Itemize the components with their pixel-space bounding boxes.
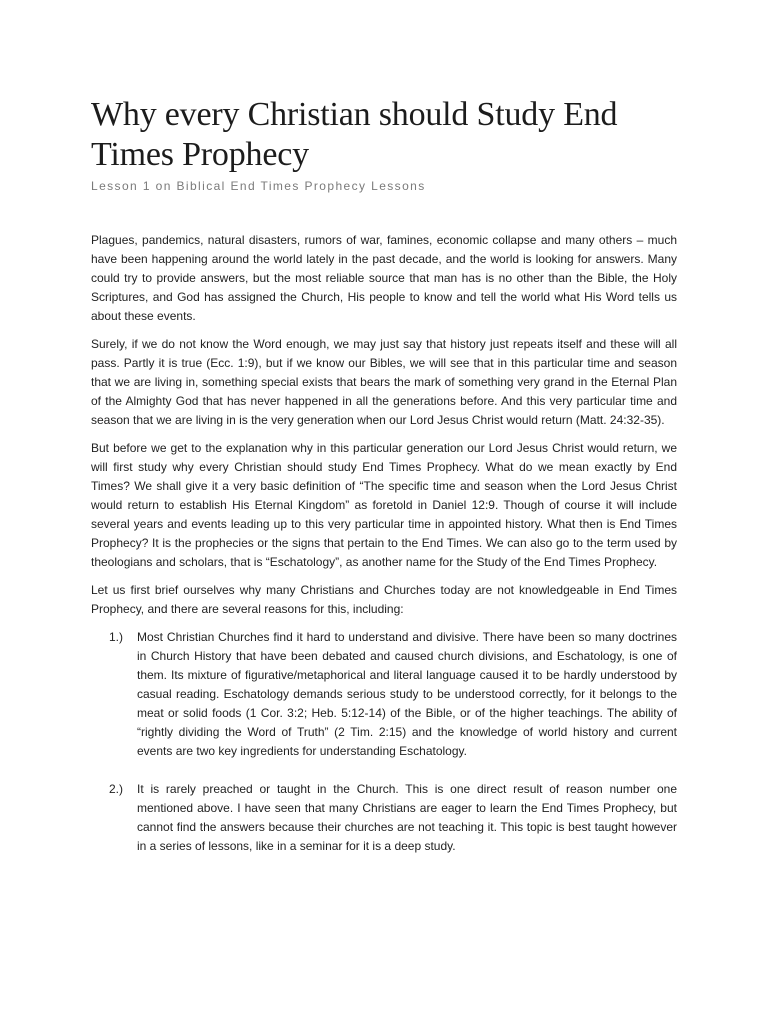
document-title: Why every Christian should Study End Times Prophecy bbox=[91, 96, 618, 173]
paragraph-reasons-intro: Let us first brief ourselves why many Christians and Churches today are not knowledgeable in End Times Prophecy, and there are several reasons for this, including: bbox=[91, 583, 677, 616]
paragraph-intro: Plagues, pandemics, natural disasters, rumors of war, famines, economic collapse and many others – much have been happening around the world lately in the past decade, and the world is looking for answers. Many could try to provide answers, but the most reliable source that man has is no other than the Bible, the Holy Scriptures, and God has assigned the Church, His people to know and tell the world what His Word tells us about these events. bbox=[91, 233, 677, 323]
list-item-text: Most Christian Churches find it hard to understand and divisive. There have been so many doctrines in Church History that have been debated and caused church divisions, and Eschatology, is one of them. Its mixture of figurative/metaphorical and literal language caused it to be hardly understood by casual reading. Eschatology demands serious study to be understood correctly, for it belongs to the meat or solid foods (1 Cor. 3:2; Heb. 5:12-14) of the Bible, or of the higher teachings. The ability of “rightly dividing the Word of Truth” (2 Tim. 2:15) and the knowledge of world history and current events are two key ingredients for understanding Eschatology. bbox=[137, 630, 677, 758]
list-item-text: It is rarely preached or taught in the Church. This is one direct result of reason number one mentioned above. I have seen that many Christians are eager to learn the End Times Prophecy, but cannot find the answers because their churches are not teaching it. This topic is best taught however in a series of lessons, like in a seminar for it is a deep study. bbox=[137, 782, 677, 853]
list-item bbox=[91, 628, 677, 761]
document-subtitle: Lesson 1 on Biblical End Times Prophecy Lessons bbox=[91, 179, 426, 193]
list-item-number: 1.) bbox=[109, 630, 124, 644]
document-body bbox=[91, 231, 677, 856]
reasons-list bbox=[91, 628, 677, 856]
list-item-number: 2.) bbox=[109, 782, 124, 796]
paragraph-definition: But before we get to the explanation why in this particular generation our Lord Jesus Christ would return, we will first study why every Christian should study End Times Prophecy. What do we mean exactly by End Times? We shall give it a very basic definition of “The specific time and season when the Lord Jesus Christ would return to establish His Eternal Kingdom” as foretold in Daniel 12:9. Though of course it will include several years and events leading up to this very particular time in appointed history. What then is End Times Prophecy? It is the prophecies or the signs that pertain to the End Times. We can also go to the term used by theologians and scholars, that is “Eschatology”, as another name for the Study of the End Times Prophecy. bbox=[91, 441, 677, 569]
paragraph-history: Surely, if we do not know the Word enough, we may just say that history just repeats itself and these will all pass. Partly it is true (Ecc. 1:9), but if we know our Bibles, we will see that in this particular time and season that we are living in, something special exists that bears the mark of something very grand in the Eternal Plan of the Almighty God that has never happened in all the generations before. And this very particular time and season that we are living in is the very generation when our Lord Jesus Christ would return (Matt. 24:32-35). bbox=[91, 337, 677, 427]
list-item bbox=[91, 780, 677, 856]
